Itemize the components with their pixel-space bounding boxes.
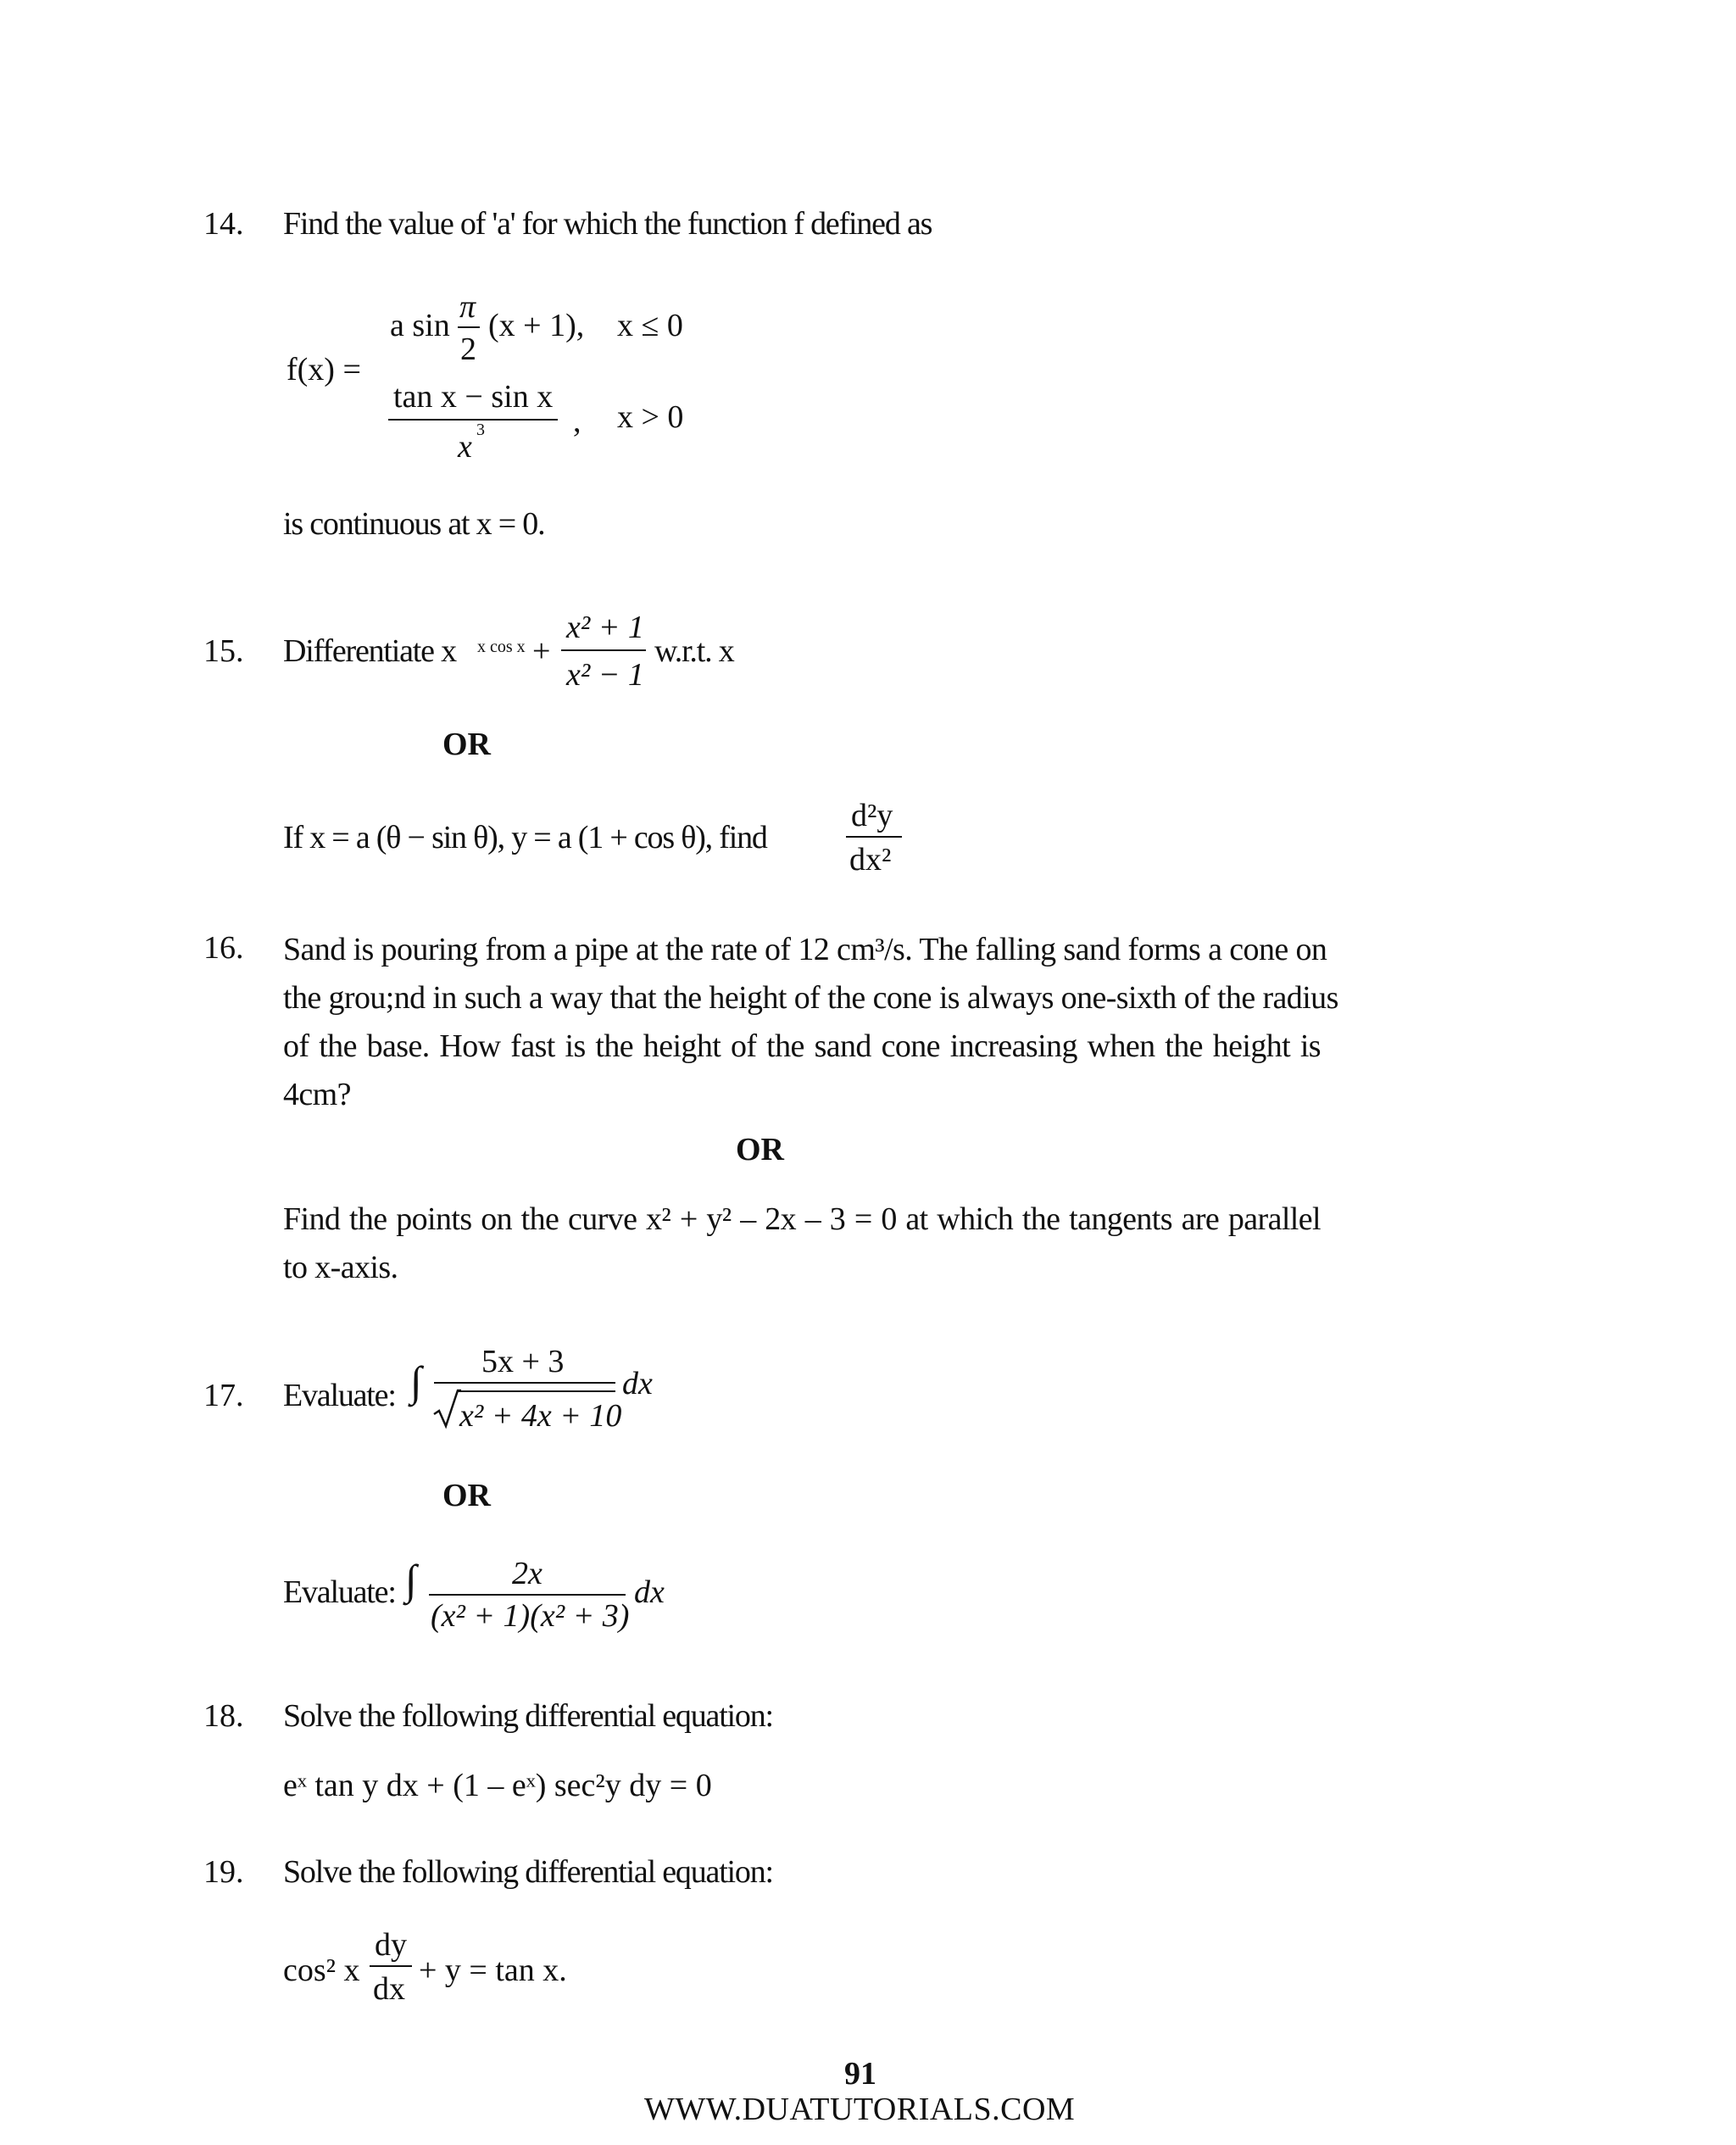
case2-den-exp: 3	[476, 421, 485, 439]
case1-condition: x ≤ 0	[617, 308, 683, 343]
question-number: 16.	[203, 930, 244, 966]
alt-fraction-line	[429, 1594, 626, 1596]
or-label: OR	[736, 1132, 784, 1167]
or-label: OR	[442, 727, 491, 762]
case1-prefix: a sin	[390, 308, 450, 343]
alt-evaluate-label: Evaluate:	[283, 1574, 396, 1610]
equation-suffix: + y = tan x.	[419, 1953, 567, 1988]
integral-sign: ∫	[410, 1357, 422, 1405]
radical-icon	[432, 1387, 461, 1431]
fraction-line	[561, 649, 646, 651]
paragraph-line: 4cm?	[283, 1077, 351, 1112]
case2-frac-line	[388, 419, 558, 421]
question-paragraph	[283, 926, 1338, 1119]
question-number: 15.	[203, 633, 244, 669]
case1-frac-num: π	[459, 289, 476, 325]
fraction-line	[370, 1965, 412, 1967]
or-label: OR	[442, 1478, 491, 1513]
case2-comma: ,	[573, 404, 581, 439]
equation-prefix: cos² x	[283, 1953, 360, 1988]
case2-numerator: tan x − sin x	[393, 379, 554, 415]
question-number: 14.	[203, 206, 244, 242]
fraction-numerator: 5x + 3	[481, 1344, 565, 1379]
fraction-numerator: dy	[375, 1927, 407, 1963]
fraction-denominator: x² + 4x + 10	[459, 1398, 622, 1434]
alt-fraction-numerator: d²y	[851, 798, 893, 833]
alt-fraction-denominator: (x² + 1)(x² + 3)	[431, 1598, 630, 1634]
alt-dx-label: dx	[634, 1574, 665, 1610]
case1-frac-den: 2	[460, 332, 476, 367]
paragraph-line: the grou;nd in such a way that the height of the cone is always one-sixth of the radius	[283, 980, 1338, 1016]
alt-fraction-denominator: dx²	[849, 842, 892, 878]
paragraph-line: of the base. How fast is the height of the sand cone increasing when the height is	[283, 1028, 1321, 1064]
function-lhs: f(x) =	[287, 352, 361, 387]
alt-integral-sign: ∫	[405, 1556, 417, 1603]
question-text: Solve the following differential equation:	[283, 1698, 773, 1734]
radical-bar	[458, 1390, 615, 1392]
case2-condition: x > 0	[617, 399, 684, 435]
equation: eˣ tan y dx + (1 – eˣ) sec²y dy = 0	[283, 1768, 712, 1803]
paragraph-line: Sand is pouring from a pipe at the rate of 12 cm³/s. The falling sand forms a cone on	[283, 932, 1327, 967]
dx-label: dx	[622, 1366, 653, 1401]
question-number: 18.	[203, 1698, 244, 1734]
question-outro: is continuous at x = 0.	[283, 506, 545, 542]
question-text: Solve the following differential equation:	[283, 1854, 773, 1890]
wrt-text: w.r.t. x	[654, 633, 734, 669]
alt-fraction-line	[846, 836, 902, 838]
case2-den-base: x	[458, 429, 472, 465]
fraction-line	[434, 1382, 615, 1384]
alt-question-paragraph	[283, 1195, 1321, 1292]
plus-sign: +	[532, 633, 551, 669]
fraction-numerator: x² + 1	[566, 610, 644, 645]
question-text: Find the value of 'a' for which the function f defined as	[283, 206, 932, 242]
evaluate-label: Evaluate:	[283, 1378, 396, 1413]
paragraph-line: Find the points on the curve x² + y² – 2x – 3 = 0 at which the tangents are parallel	[283, 1201, 1321, 1237]
alt-fraction-numerator: 2x	[512, 1556, 542, 1591]
alt-question-text: If x = a (θ − sin θ), y = a (1 + cos θ), find	[283, 820, 767, 855]
fraction-denominator: dx	[373, 1971, 405, 2007]
question-number: 19.	[203, 1854, 244, 1890]
case1-frac-line	[458, 326, 480, 328]
website-url: WWW.DUATUTORIALS.COM	[644, 2092, 1076, 2127]
fraction-denominator: x² − 1	[566, 657, 644, 693]
paragraph-line: to x-axis.	[283, 1250, 398, 1285]
question-number: 17.	[203, 1378, 244, 1413]
page-number: 91	[844, 2056, 876, 2092]
question-text: Differentiate x	[283, 633, 456, 669]
exponent: x cos x	[477, 638, 526, 656]
case1-suffix: (x + 1),	[488, 308, 585, 343]
